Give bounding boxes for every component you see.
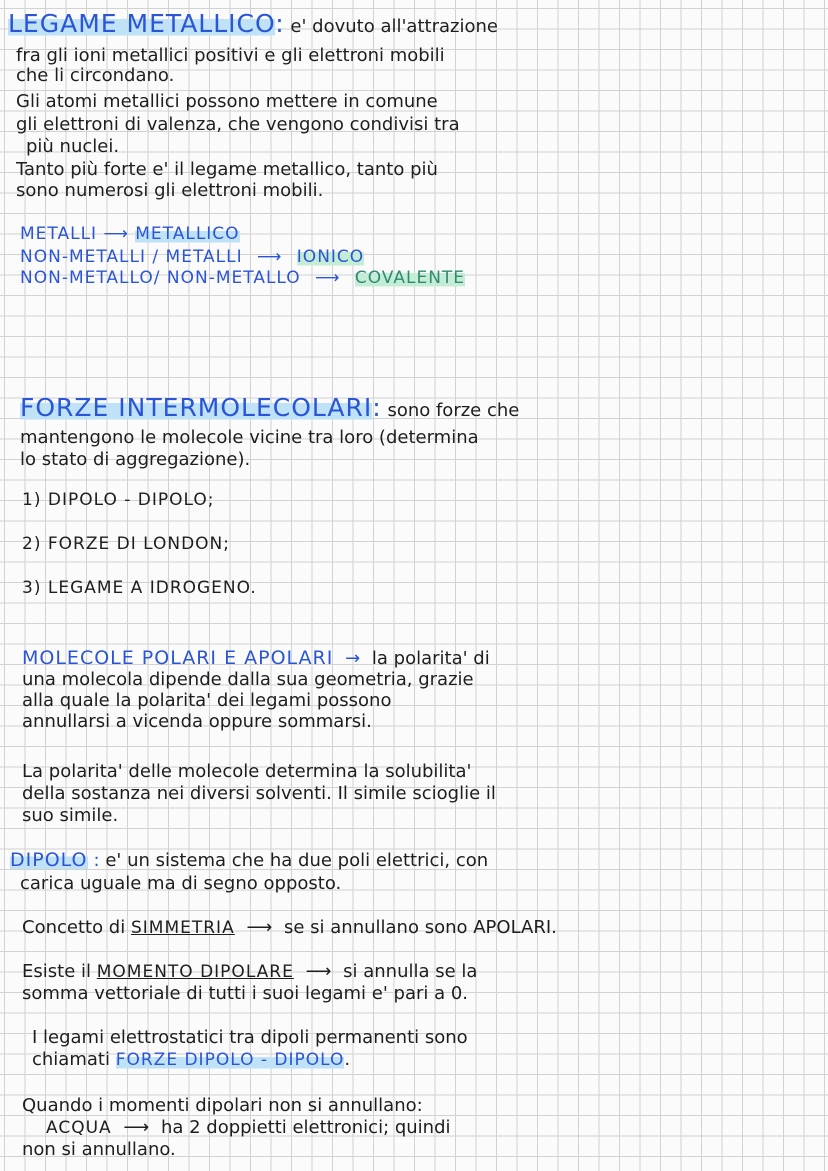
sec1-line-2: che li circondano. — [16, 65, 175, 86]
bond-r1-right: METALLICO — [135, 224, 240, 244]
sec1-line-5: più nuclei. — [26, 136, 120, 157]
sec2-colon: : — [372, 393, 382, 422]
water-arrow: ⟶ — [123, 1117, 150, 1138]
sec1-line-7: sono numerosi gli elettroni mobili. — [16, 180, 324, 201]
sec3-line-6: suo simile. — [22, 805, 119, 826]
sec3-line-4: La polarita' delle molecole determina la solubilita' — [22, 761, 472, 782]
sec3-line-0: la polarita' di — [371, 648, 490, 669]
bond-row-1 — [20, 224, 240, 244]
sec1-line-6: Tanto più forte e' il legame metallico, tanto più — [16, 159, 438, 180]
sec2-title: FORZE INTERMOLECOLARI — [20, 393, 373, 422]
sec2-item-2: 3) LEGAME A IDROGENO. — [22, 578, 257, 598]
sec4-title: DIPOLO — [10, 849, 88, 871]
sec1-colon: : — [275, 9, 285, 38]
perm-line-1: I legami elettrostatici tra dipoli permanenti sono — [32, 1027, 468, 1048]
sec4-colon: : — [93, 850, 100, 871]
sec2-item-0: 1) DIPOLO - DIPOLO; — [22, 490, 215, 510]
moment-post: si annulla se la — [343, 961, 478, 982]
water-word: ACQUA — [46, 1118, 112, 1138]
sec1-title: LEGAME METALLICO — [8, 9, 276, 38]
sec4-line-1: carica uguale ma di segno opposto. — [20, 873, 342, 894]
sec3-line-3: annullarsi a vicenda oppure sommarsi. — [22, 711, 372, 732]
last-line-3: non si annullano. — [22, 1139, 176, 1160]
sec1-line-3: Gli atomi metallici possono mettere in comune — [16, 91, 438, 112]
sec4-title-line — [10, 850, 488, 871]
bond-r1-left: METALLI — [20, 224, 98, 244]
sec1-line-0: e' dovuto all'attrazione — [290, 16, 498, 37]
sec3-line-1: una molecola dipende dalla sua geometria, grazie — [22, 669, 474, 690]
moment-line-2: somma vettoriale di tutti i suoi legami e' pari a 0. — [22, 983, 469, 1004]
last-line-1: Quando i momenti dipolari non si annullano: — [22, 1095, 423, 1116]
bond-row-2 — [20, 247, 364, 267]
sec3-title: MOLECOLE POLARI E APOLARI — [22, 647, 334, 669]
bond-r2-arrow: ⟶ — [257, 247, 283, 267]
bond-row-3 — [20, 268, 465, 288]
perm-word: FORZE DIPOLO - DIPOLO — [115, 1050, 345, 1070]
symmetry-arrow: ⟶ — [246, 917, 273, 938]
sec1-title-line — [8, 9, 498, 38]
bond-r3-right: COVALENTE — [354, 268, 466, 288]
perm-pre: chiamati — [32, 1049, 110, 1070]
bond-r2-left: NON-METALLI / METALLI — [20, 247, 243, 267]
moment-arrow: ⟶ — [305, 961, 332, 982]
sec2-item-1: 2) FORZE DI LONDON; — [22, 534, 231, 554]
symmetry-pre: Concetto di — [22, 917, 126, 938]
moment-pre: Esiste il — [22, 961, 91, 982]
moment-word: MOMENTO DIPOLARE — [96, 962, 294, 982]
perm-line-2 — [32, 1050, 350, 1070]
bond-r1-arrow: ⟶ — [103, 224, 129, 244]
sec3-line-2: alla quale la polarita' dei legami possono — [22, 690, 392, 711]
sec3-arrow: → — [345, 648, 361, 669]
sec4-line-0: e' un sistema che ha due poli elettrici, con — [105, 850, 489, 871]
sec2-line-1: mantengono le molecole vicine tra loro (determina — [20, 427, 479, 448]
water-post: ha 2 doppietti elettronici; quindi — [160, 1117, 451, 1138]
bond-r2-right: IONICO — [296, 247, 365, 267]
moment-line — [22, 962, 477, 982]
sec1-line-4: gli elettroni di valenza, che vengono condivisi tra — [16, 114, 460, 135]
sec2-title-line — [20, 393, 520, 422]
bond-r3-left: NON-METALLO/ NON-METALLO — [20, 268, 301, 288]
symmetry-word: SIMMETRIA — [130, 918, 235, 938]
sec3-line-5: della sostanza nei diversi solventi. Il simile scioglie il — [22, 783, 496, 804]
sec2-line-2: lo stato di aggregazione). — [20, 449, 251, 470]
perm-end: . — [344, 1049, 351, 1070]
sec2-line-0: sono forze che — [387, 400, 520, 421]
bond-r3-arrow: ⟶ — [315, 268, 341, 288]
symmetry-line — [22, 918, 557, 938]
symmetry-post: se si annullano sono APOLARI. — [284, 917, 557, 938]
sec1-line-1: fra gli ioni metallici positivi e gli elettroni mobili — [16, 45, 445, 66]
sec3-title-line — [22, 648, 490, 669]
last-line-2 — [46, 1118, 451, 1138]
